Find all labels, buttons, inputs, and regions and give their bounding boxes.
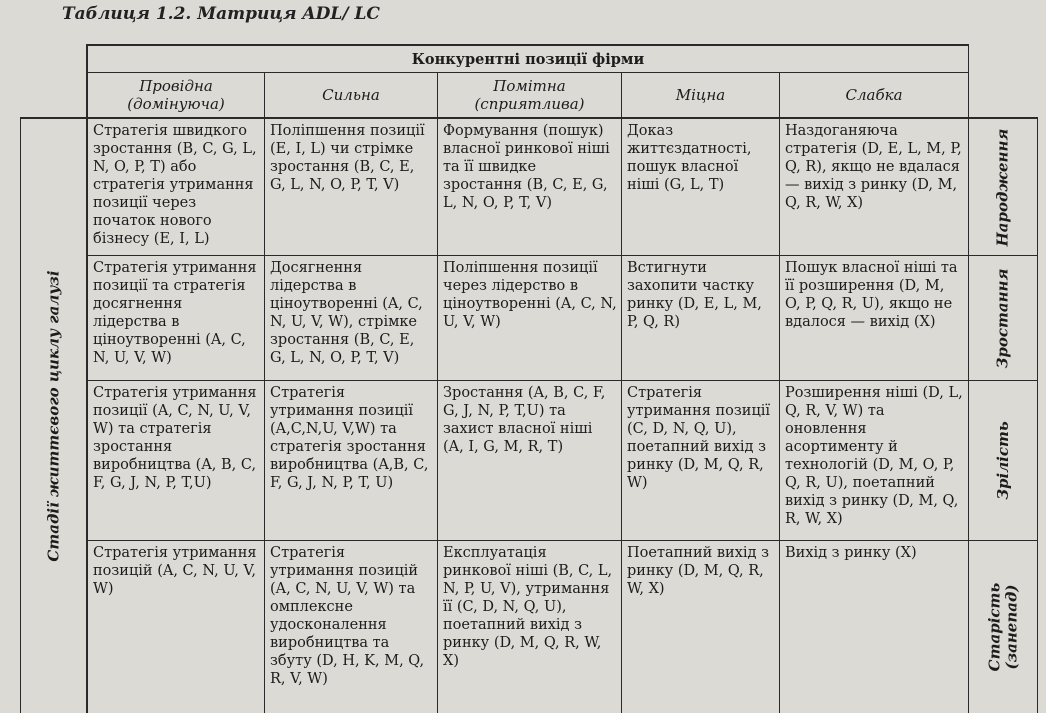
table-cell: Стратегія утримання позиції (C, D, N, Q, U), поетапний вихід з ринку (D, M, Q, R, W) [627, 385, 771, 491]
table-cell: Поліпшення позиції (E, I, L) чи стрімке зростання (B, C, E, G, L, N, O, P, T, V) [270, 123, 425, 193]
table-cell: Вихід з ринку (X) [785, 545, 917, 561]
table-cell: Поліпшення позиції через лідерство в ціноутворенні (A, C, N, U, V, W) [443, 260, 617, 330]
rule-right-outer [1037, 117, 1038, 713]
table-cell: Доказ життєздатності, пошук власної ніші (G, L, T) [627, 123, 752, 193]
table-cell: Стратегія утримання позицій (A, C, N, U, V, W) та омплексне удосконалення виробництва та збуту (D, H, K, M, Q, R, V, W) [270, 545, 425, 687]
table-cell: Встигнути захопити частку ринку (D, E, L, M, P, Q, R) [627, 260, 762, 330]
table-cell: Зростання (A, B, C, F, G, J, N, P, T,U) та захист власної ніші (A, I, G, M, R, T) [443, 385, 606, 455]
column-header-leading: Провідна (домінуюча) [127, 77, 225, 113]
table-cell: Стратегія утримання позиції (A,C,N,U, V,W) та стратегія зростання виробництва (A,B, C, F, G, J, N, P, T, U) [270, 385, 429, 491]
table-cell: Формування (пошук) власної ринкової ніші та її швидке зростання (B, C, E, G, L, N, O, P, T, V) [443, 123, 610, 211]
table-cell: Розширення ніші (D, L, Q, R, V, W) та оновлення асортименту й технологій (D, M, O, P, Q, R, U), поетапний вихід з ринку (D, M, Q, R, W, X) [785, 385, 963, 527]
stage-label [969, 119, 1037, 255]
stage-label-text: Зростання [993, 268, 1012, 368]
column-header-weak: Слабка [845, 86, 903, 104]
row-axis-title-text: Стадії життєвого циклу галузі [44, 270, 63, 562]
stage-label [969, 541, 1037, 713]
stage-label-text: Старість (занепад) [985, 582, 1020, 672]
row-axis-title [21, 119, 86, 713]
table-caption: Таблиця 1.2. Матриця ADL/ LC [62, 4, 380, 24]
column-header-strong: Сильна [322, 86, 380, 104]
table-cell: Поетапний вихід з ринку (D, M, Q, R, W, X) [627, 545, 769, 597]
table-cell: Експлуатація ринкової ніші (B, C, L, N, P, U, V), утримання її (C, D, N, Q, U), поетапний вихід з ринку (D, M, Q, R, W, X) [443, 545, 613, 669]
stage-label-text: Народження [993, 128, 1012, 246]
column-header-firm: Міцна [675, 86, 726, 104]
group-title: Конкурентні позиції фірми [411, 50, 645, 68]
stage-label [969, 381, 1037, 540]
table-cell: Стратегія утримання позиції (A, C, N, U, V, W) та стратегія зростання виробництва (A, B, C, F, G, J, N, P, T,U) [93, 385, 257, 491]
table-cell: Стратегія утримання позиції та стратегія досягнення лідерства в ціноутворенні (A, C, N, U, V, W) [93, 260, 257, 366]
table-cell: Пошук власної ніші та її розширення (D, M, O, P, Q, R, U), якщо не вдалося — вихід (X) [785, 260, 958, 330]
stage-label-text: Зрілість [993, 421, 1012, 500]
table-cell: Стратегія швидкого зростання (B, C, G, L, N, O, P, T) або стратегія утримання позиції через початок нового бізнесу (E, I, L) [93, 123, 257, 247]
stage-label [969, 256, 1037, 380]
table-cell: Досягнення лідерства в ціноутворенні (A, C, N, U, V, W), стрімке зростання (B, C, E, G, L, N, O, P, T, V) [270, 260, 423, 366]
column-header-noticeable: Помітна (сприятлива) [474, 77, 585, 113]
table-cell: Стратегія утримання позицій (A, C, N, U, V, W) [93, 545, 257, 597]
table-cell: Наздоганяюча стратегія (D, E, L, M, P, Q, R), якщо не вдалася — вихід з ринку (D, M, Q, R, W, X) [785, 123, 962, 211]
